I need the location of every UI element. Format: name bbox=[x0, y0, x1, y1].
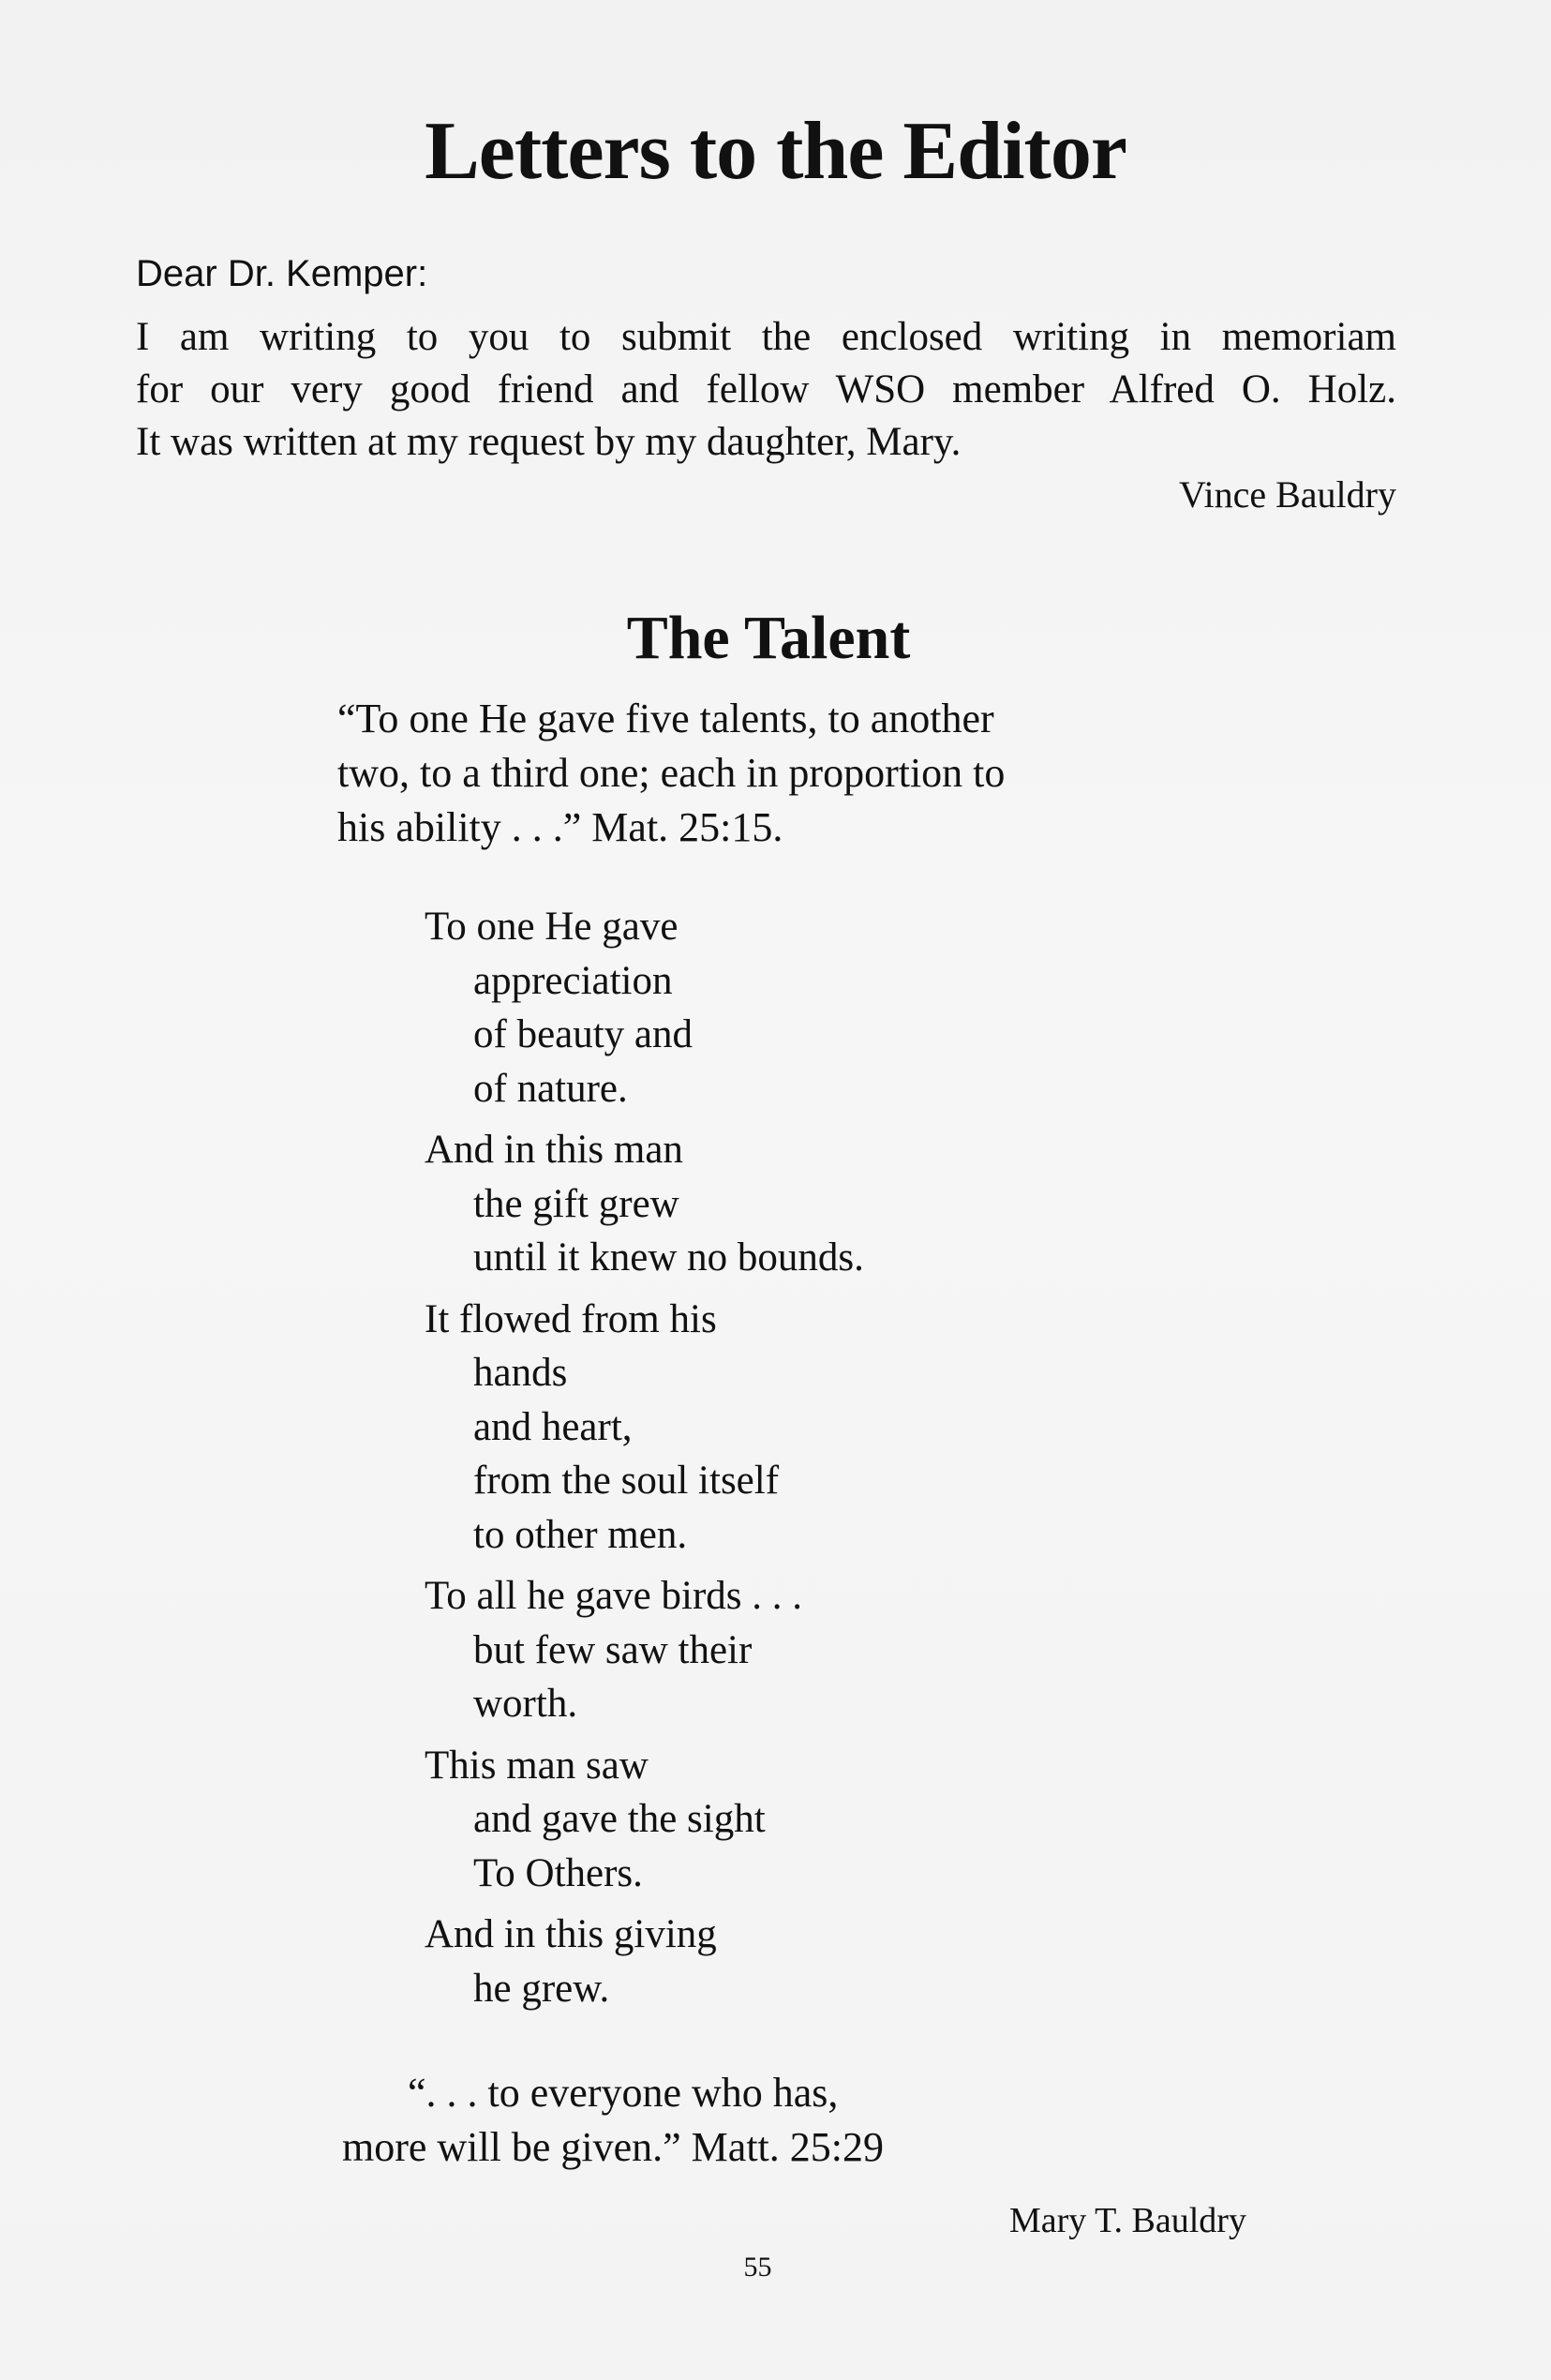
poem-signature: Mary T. Bauldry bbox=[1009, 2201, 1246, 2240]
letter-signature: Vince Bauldry bbox=[1179, 473, 1396, 516]
poem-line: worth. bbox=[473, 1682, 578, 1726]
page-heading: Letters to the Editor bbox=[425, 106, 1126, 197]
closing-line: more will be given.” Matt. 25:29 bbox=[342, 2124, 884, 2170]
poem-line: This man saw bbox=[425, 1743, 649, 1788]
poem-closing-quote bbox=[342, 2066, 884, 2175]
poem-line: hands bbox=[473, 1351, 568, 1395]
poem-line: until it knew no bounds. bbox=[473, 1235, 864, 1280]
poem-line: of beauty and bbox=[473, 1012, 693, 1056]
poem-line: to other men. bbox=[473, 1512, 688, 1557]
poem-stanza bbox=[425, 1293, 864, 1563]
poem-stanza bbox=[425, 1908, 864, 2015]
poem-line: and heart, bbox=[473, 1404, 633, 1449]
poem-body bbox=[425, 900, 864, 2023]
poem-line: And in this man bbox=[425, 1128, 683, 1172]
poem-line: but few saw their bbox=[473, 1627, 753, 1672]
poem-stanza bbox=[425, 1123, 864, 1285]
letter-salutation: Dear Dr. Kemper: bbox=[136, 253, 428, 294]
epigraph-line: two, to a third one; each in proportion to bbox=[337, 750, 1006, 796]
poem-stanza bbox=[425, 900, 864, 1115]
letter-line: I am writing to you to submit the enclosed writing in memoriam bbox=[136, 315, 1396, 359]
poem-line: To one He gave bbox=[425, 905, 679, 949]
poem-line: To Others. bbox=[473, 1850, 643, 1895]
poem-stanza bbox=[425, 1739, 864, 1901]
poem-line: and gave the sight bbox=[473, 1797, 766, 1841]
letter-line: It was written at my request by my daughter, Mary. bbox=[136, 420, 962, 464]
poem-line: he grew. bbox=[473, 1966, 610, 2011]
poem-line: the gift grew bbox=[473, 1181, 679, 1226]
poem-line: To all he gave birds . . . bbox=[425, 1574, 802, 1618]
epigraph-line: “To one He gave five talents, to another bbox=[337, 696, 994, 741]
poem-line: It flowed from his bbox=[425, 1296, 717, 1341]
poem-line: from the soul itself bbox=[473, 1459, 780, 1503]
poem-line: And in this giving bbox=[425, 1912, 717, 1956]
poem-stanza bbox=[425, 1569, 864, 1731]
page-number: 55 bbox=[743, 2252, 772, 2283]
closing-line: “. . . to everyone who has, bbox=[408, 2070, 839, 2116]
letter-body bbox=[136, 311, 1396, 469]
poem-title: The Talent bbox=[626, 604, 911, 672]
poem-epigraph bbox=[337, 692, 1181, 855]
epigraph-line: his ability . . .” Mat. 25:15. bbox=[337, 804, 783, 850]
letter-line: for our very good friend and fellow WSO member Alfred O. Holz. bbox=[136, 367, 1396, 412]
poem-line: appreciation bbox=[473, 958, 673, 1003]
poem-line: of nature. bbox=[473, 1066, 628, 1111]
